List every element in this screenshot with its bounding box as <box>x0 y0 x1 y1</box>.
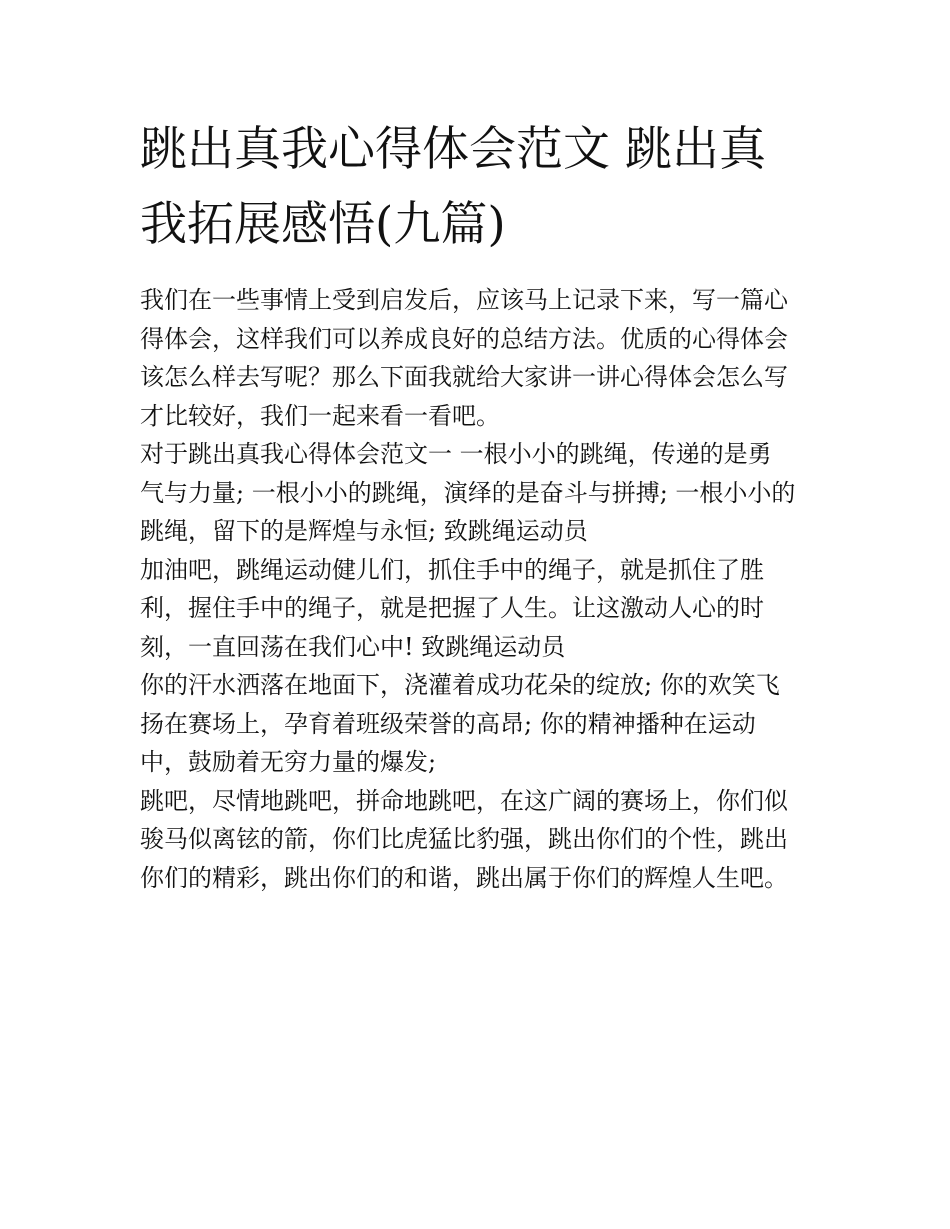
text-line: 你们的精彩，跳出你们的和谐，跳出属于你们的辉煌人生吧。 <box>140 863 788 892</box>
text-line: 刻，一直回荡在我们心中! 致跳绳运动员 <box>140 632 566 661</box>
text-line: 骏马似离铉的箭，你们比虎猛比豹强，跳出你们的个性，跳出 <box>140 825 788 853</box>
title-line: 跳出真我心得体会范文 跳出真 <box>140 122 766 177</box>
essay-paragraph-2 <box>140 551 820 667</box>
essay-paragraph-1 <box>140 435 820 551</box>
text-line: 利，握住手中的绳子，就是把握了人生。让这激动人心的时 <box>140 594 764 622</box>
title-line: 我拓展感悟(九篇) <box>140 197 506 252</box>
text-line: 才比较好，我们一起来看一看吧。 <box>140 401 500 430</box>
text-line: 你的汗水洒落在地面下，浇灌着成功花朵的绽放; 你的欢笑飞 <box>140 671 780 699</box>
text-line: 中，鼓励着无穷力量的爆发; <box>140 748 437 776</box>
document-title <box>140 112 820 262</box>
intro-paragraph <box>140 281 820 435</box>
text-line: 得体会，这样我们可以养成良好的总结方法。优质的心得体会 <box>140 324 788 353</box>
text-line: 跳吧，尽情地跳吧，拼命地跳吧，在这广阔的赛场上，你们似 <box>140 786 788 815</box>
text-line: 对于跳出真我心得体会范文一 一根小小的跳绳，传递的是勇 <box>140 440 772 468</box>
text-line: 扬在赛场上，孕育着班级荣誉的高昂; 你的精神播种在运动 <box>140 709 756 738</box>
document-body <box>140 281 820 897</box>
text-line: 该怎么样去写呢？那么下面我就给大家讲一讲心得体会怎么写 <box>140 363 788 391</box>
text-line: 我们在一些事情上受到启发后，应该马上记录下来，写一篇心 <box>140 286 788 314</box>
essay-paragraph-3 <box>140 666 820 782</box>
essay-paragraph-4 <box>140 782 820 898</box>
text-line: 气与力量; 一根小小的跳绳，演绎的是奋斗与拼搏; 一根小小的 <box>140 478 796 507</box>
text-line: 加油吧，跳绳运动健儿们，抓住手中的绳子，就是抓住了胜 <box>140 555 764 584</box>
text-line: 跳绳，留下的是辉煌与永恒; 致跳绳运动员 <box>140 517 588 545</box>
